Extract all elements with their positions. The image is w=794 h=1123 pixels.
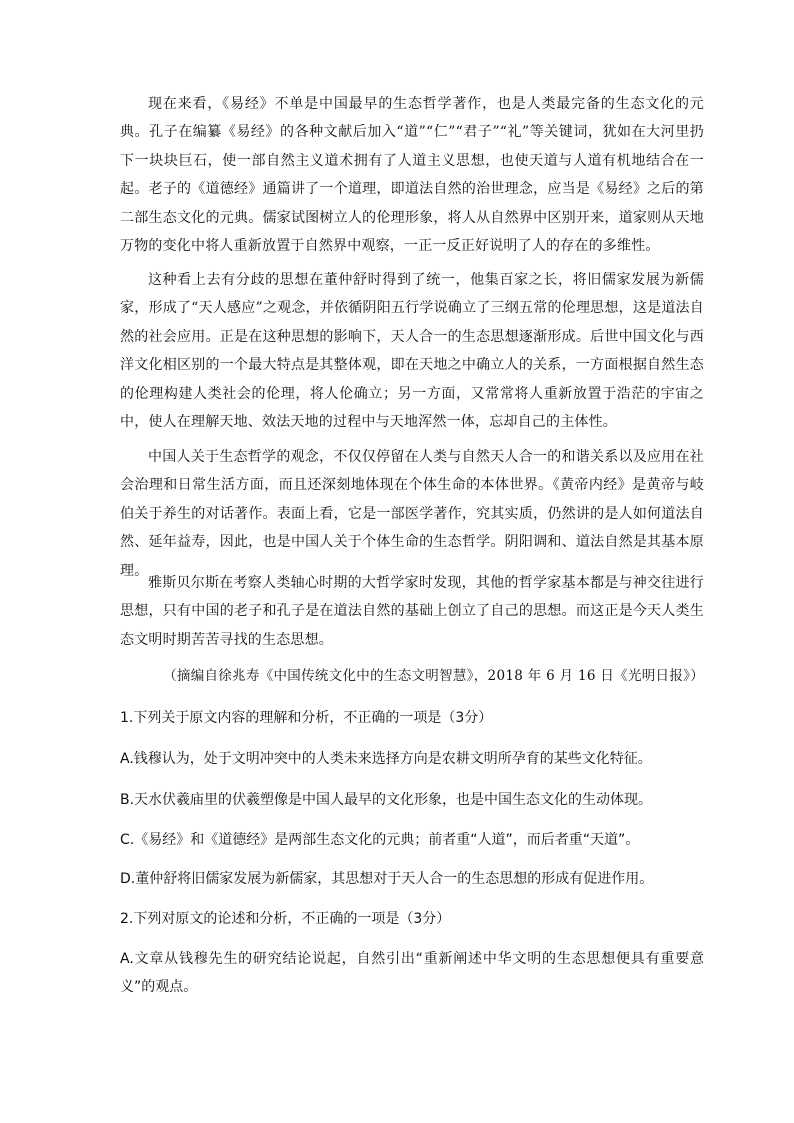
question-1-option-a: A.钱穆认为，处于文明冲突中的人类未来选择方向是农耕文明所孕育的某些文化特征。 xyxy=(120,751,652,767)
passage-paragraph-3: 中国人关于生态哲学的观念，不仅仅停留在人类与自然天人合一的和谐关系以及应用在社会治理和日常生活方面，而且还深刻地体现在个体生命的本体世界。《黄帝内经》是黄帝与岐伯关于养生的对话著作。表面上看，它是一部医学著作，究其实质，仍然讲的是人如何道法自然、延年益寿，因此，也是中国人关于个体生命的生态哲学。阴阳调和、道法自然是其基本原理。 xyxy=(120,449,704,579)
question-1-title: 1.下列关于原文内容的理解和分析，不正确的一项是（3分） xyxy=(120,710,493,726)
passage-paragraph-1: 现在来看，《易经》不单是中国最早的生态哲学著作，也是人类最完备的生态文化的元典。孔子在编纂《易经》的各种文献后加入“道”“仁”“君子”“礼”等关键词，犹如在大河里扔下一块块巨石，使一部自然主义道术拥有了人道主义思想，也使天道与人道有机地结合在一起。老子的《道德经》通篇讲了一个道理，即道法自然的治世理念，应当是《易经》之后的第二部生态文化的元典。儒家试图树立人的伦理形象，将人从自然界中区别开来，道家则从天地万物的变化中将人重新放置于自然界中观察，一正一反正好说明了人的存在的多维性。 xyxy=(120,96,704,255)
passage-source-citation: （摘编自徐兆寿《中国传统文化中的生态文明智慧》，2018 年 6 月 16 日《光明日报》） xyxy=(163,668,704,684)
question-1-option-b: B.天水伏羲庙里的伏羲塑像是中国人最早的文化形象，也是中国生态文化的生动体现。 xyxy=(120,792,653,808)
question-2-title: 2.下列对原文的论述和分析，不正确的一项是（3分） xyxy=(120,911,451,927)
passage-paragraph-4: 雅斯贝尔斯在考察人类轴心时期的大哲学家时发现，其他的哲学家基本都是与神交往进行思想，只有中国的老子和孔子是在道法自然的基础上创立了自己的思想。而这正是今天人类生态文明时期苦苦寻找的生态思想。 xyxy=(120,575,704,648)
question-1-option-d: D.董仲舒将旧儒家发展为新儒家，其思想对于天人合一的生态思想的形成有促进作用。 xyxy=(120,871,654,887)
question-2-option-a: A.文章从钱穆先生的研究结论说起，自然引出“重新阐述中华文明的生态思想便具有重要意义”的观点。 xyxy=(120,951,704,995)
passage-paragraph-2: 这种看上去有分歧的思想在董仲舒时得到了统一，他集百家之长，将旧儒家发展为新儒家，形成了“天人感应”之观念，并依循阴阳五行学说确立了三纲五常的伦理思想，这是道法自然的社会应用。正是在这种思想的影响下，天人合一的生态思想逐渐形成。后世中国文化与西洋文化相区别的一个最大特点是其整体观，即在天地之中确立人的关系，一方面根据自然生态的伦理构建人类社会的伦理，将人伦确立；另一方面，又常常将人重新放置于浩茫的宇宙之中，使人在理解天地、效法天地的过程中与天地浑然一体，忘却自己的主体性。 xyxy=(120,272,704,431)
question-1-option-c: C.《易经》和《道德经》是两部生态文化的元典；前者重“人道”，而后者重“天道”。 xyxy=(120,832,640,848)
